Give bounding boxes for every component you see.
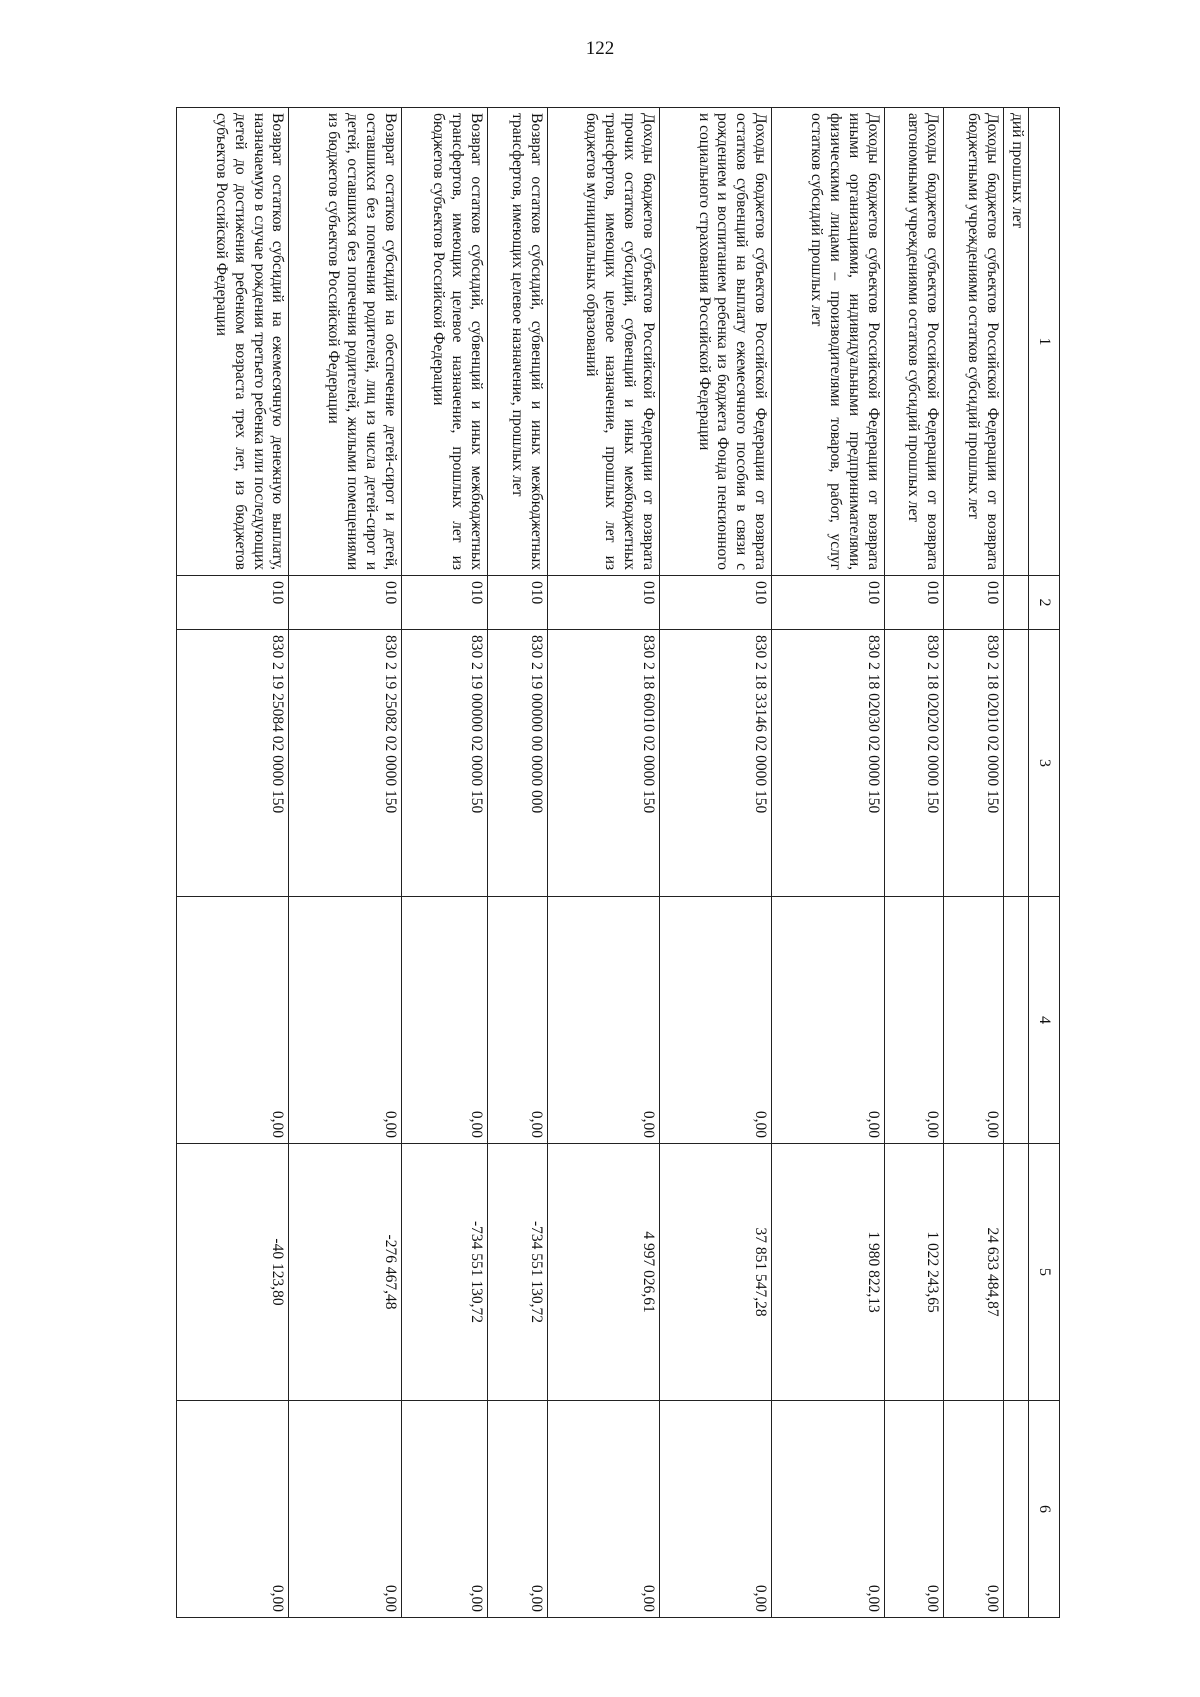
row-description: Возврат остатков субсидий, субвенций и иных межбюджетных трансфертов, имеющих целевое назначение, прошлых лет <box>487 108 547 576</box>
table-row <box>772 108 884 1618</box>
page-number: 122 <box>585 38 615 59</box>
row-description: Доходы бюджетов субъектов Российской Федерации от возврата автономными учреждениями остатков субсидий прошлых лет <box>884 108 944 576</box>
row-description: Возврат остатков субсидий на ежемесячную денежную выплату, назначаемую в случае рождения третьего ребенка или последующих детей до достижения ребенком возраста трех лет, из бюджетов субъектов Российской Федерации <box>177 108 289 576</box>
row-code: 010 <box>289 576 401 630</box>
row-col6: 0,00 <box>177 1401 289 1618</box>
row-kbk: 830 2 19 25082 02 0000 150 <box>289 630 401 897</box>
row-col5: 1 022 243,65 <box>884 1144 944 1401</box>
row-description: Доходы бюджетов субъектов Российской Федерации от возврата иными организациями, индивидуальными предпринимателями, физическими лицами – производителями товаров, работ, услуг остатков субсидий прошлых лет <box>772 108 884 576</box>
row-description: Возврат остатков субсидий, субвенций и иных межбюджетных трансфертов, имеющих целевое назначение, прошлых лет из бюджетов субъектов Российской Федерации <box>401 108 487 576</box>
row-kbk: 830 2 19 25084 02 0000 150 <box>177 630 289 897</box>
row-col5: -40 123,80 <box>177 1144 289 1401</box>
continuation-row <box>1004 108 1029 1618</box>
row-col4: 0,00 <box>487 897 547 1144</box>
table-row <box>944 108 1004 1618</box>
table-row <box>884 108 944 1618</box>
table-row <box>177 108 289 1618</box>
row-kbk: 830 2 18 60010 02 0000 150 <box>547 630 659 897</box>
row-code: 010 <box>659 576 771 630</box>
header-cell-6: 6 <box>1029 1401 1060 1618</box>
row-col5: 24 633 484,87 <box>944 1144 1004 1401</box>
row-code: 010 <box>772 576 884 630</box>
budget-table <box>176 107 1060 1618</box>
row-col4: 0,00 <box>177 897 289 1144</box>
row-col5: -734 551 130,72 <box>401 1144 487 1401</box>
row-description: Доходы бюджетов субъектов Российской Федерации от возврата прочих остатков субсидий, субвенций и иных межбюджетных трансфертов, имеющих целевое назначение, прошлых лет из бюджетов муниципальных образований <box>547 108 659 576</box>
row-col5: 37 851 547,28 <box>659 1144 771 1401</box>
row-col6: 0,00 <box>884 1401 944 1618</box>
row-code: 010 <box>547 576 659 630</box>
continuation-text: дий прошлых лет <box>1004 108 1029 576</box>
row-kbk: 830 2 18 02010 02 0000 150 <box>944 630 1004 897</box>
rotated-table-container <box>176 107 1060 1617</box>
row-description: Доходы бюджетов субъектов Российской Федерации от возврата бюджетными учреждениями остатков субсидий прошлых лет <box>944 108 1004 576</box>
row-col6: 0,00 <box>772 1401 884 1618</box>
row-col6: 0,00 <box>487 1401 547 1618</box>
row-col6: 0,00 <box>659 1401 771 1618</box>
row-col4: 0,00 <box>944 897 1004 1144</box>
header-cell-5: 5 <box>1029 1144 1060 1401</box>
row-col4: 0,00 <box>401 897 487 1144</box>
row-col5: 4 997 026,61 <box>547 1144 659 1401</box>
row-code: 010 <box>487 576 547 630</box>
row-col5: 1 980 822,13 <box>772 1144 884 1401</box>
row-kbk: 830 2 18 02020 02 0000 150 <box>884 630 944 897</box>
row-description: Возврат остатков субсидий на обеспечение детей-сирот и детей, оставшихся без попечения родителей, лиц из числа детей-сирот и детей, оставшихся без попечения родителей, жилыми помещениями из бюджетов субъектов Российской Федерации <box>289 108 401 576</box>
row-code: 010 <box>944 576 1004 630</box>
header-cell-1: 1 <box>1029 108 1060 576</box>
row-col4: 0,00 <box>772 897 884 1144</box>
row-col6: 0,00 <box>547 1401 659 1618</box>
header-cell-2: 2 <box>1029 576 1060 630</box>
row-col4: 0,00 <box>884 897 944 1144</box>
row-kbk: 830 2 18 02030 02 0000 150 <box>772 630 884 897</box>
row-col5: -734 551 130,72 <box>487 1144 547 1401</box>
row-col6: 0,00 <box>289 1401 401 1618</box>
row-col5: -276 467,48 <box>289 1144 401 1401</box>
table-row <box>487 108 547 1618</box>
row-code: 010 <box>177 576 289 630</box>
row-col6: 0,00 <box>401 1401 487 1618</box>
row-kbk: 830 2 19 00000 00 0000 000 <box>487 630 547 897</box>
table-row <box>547 108 659 1618</box>
table-row <box>289 108 401 1618</box>
row-col4: 0,00 <box>547 897 659 1144</box>
row-col6: 0,00 <box>944 1401 1004 1618</box>
row-description: Доходы бюджетов субъектов Российской Федерации от возврата остатков субвенций на выплату ежемесячного пособия в связи с рождением и воспитанием ребенка из бюджета Фонда пенсионного и социального страхования Российской Федерации <box>659 108 771 576</box>
row-code: 010 <box>884 576 944 630</box>
header-cell-4: 4 <box>1029 897 1060 1144</box>
row-col4: 0,00 <box>289 897 401 1144</box>
table-row <box>401 108 487 1618</box>
table-row <box>659 108 771 1618</box>
header-cell-3: 3 <box>1029 630 1060 897</box>
header-row <box>1029 108 1060 1618</box>
row-kbk: 830 2 19 00000 02 0000 150 <box>401 630 487 897</box>
row-kbk: 830 2 18 33146 02 0000 150 <box>659 630 771 897</box>
row-code: 010 <box>401 576 487 630</box>
row-col4: 0,00 <box>659 897 771 1144</box>
